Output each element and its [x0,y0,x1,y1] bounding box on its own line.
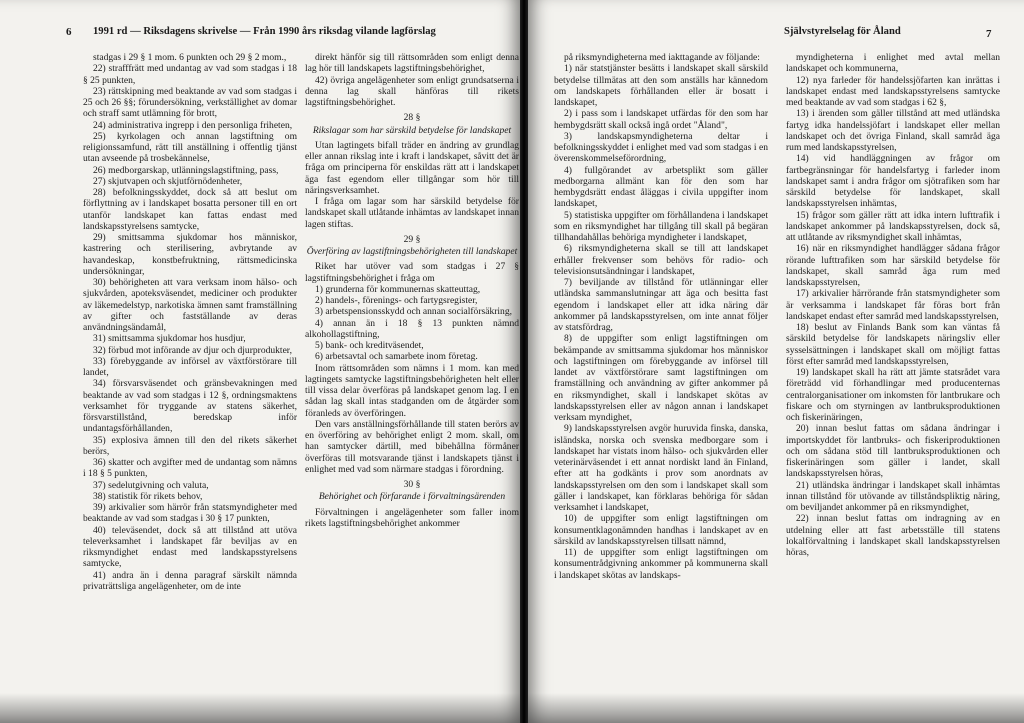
paragraph: 2) handels-, förenings- och fartygsregister, [315,295,478,306]
section-heading-29: 29 § [403,233,421,245]
paragraph: 40) televäsendet, dock så att tillstånd att utöva televerksamhet i landskapet får beviljas av en riksmyndighet endast med landskapsstyrelsens samtycke, [83,524,297,570]
paragraph: 12) nya farleder för handelssjöfarten kan inrättas i landskapet endast med landskapsstyrelsens samtycke med beaktande av vad som stadgas i 62 §, [786,74,1000,108]
right-column-1 [554,52,768,581]
paragraph: 4) annan än i 18 § 13 punkten nämnd alkohollagstiftning, [305,317,519,340]
paragraph: 35) explosiva ämnen till den del rikets säkerhet berörs, [83,434,297,457]
paragraph: 22) strafffrätt med undantag av vad som stadgas i 18 § 25 punkten, [83,63,297,86]
paragraph: 21) utländska ändringar i landskapet skall inhämtas innan tillstånd för utövande av tillståndspliktig näring, om beviljandet ankommer på en riksmyndighet, [786,479,1000,513]
paragraph: 19) landskapet skall ha rätt att jämte statsrådet vara företrädd vid förhandlingar med producenternas centralorganisationer om inkomsten för lantbrukare och fiskare och om styrningen av lantbruksproduktionen och fiskerinäringen, [786,367,1000,423]
paragraph: stadgas i 29 § 1 mom. 6 punkten och 29 § 2 mom., [93,52,287,63]
paragraph: 24) administrativa ingrepp i den personliga friheten, [93,119,293,131]
paragraph-list [305,52,519,108]
paragraph: 27) skjutvapen och skjutförnödenheter, [93,175,243,187]
paragraph: 29) smittsamma sjukdomar hos människor, kastrering och sterilisering, avbrytande av havandeskap, konstbefruktning, rättsmedicinska undersökningar, [83,232,297,277]
paragraph-list [786,52,1000,558]
paragraph: 22) innan beslut fattas om indragning av en utdelning eller att fast arbetsställe till statens lokalförvaltning i landskapet skall landskapsstyrelsen höras, [786,513,1000,558]
section-title-28: Rikslagar som har särskild betydelse för landskapet [312,124,512,136]
paragraph-list [305,507,519,530]
paragraph: 28) befolkningsskyddet, dock så att beslut om förflyttning av i landskapet bosatta personer till en ort utanför landskapet kan fattas endast med landskapsstyrelsens samtycke, [83,187,297,232]
paragraph: 16) när en riksmyndighet handlägger sådana frågor rörande lufttrafiken som har särskild betydelse för landskapet, skall samråd äga rum med landskapsstyrelsen, [786,243,1000,288]
paragraph: 23) rättskipning med beaktande av vad som stadgas i 25 och 26 §§; förundersökning, verkställighet av domar och straff samt utlämning för brott, [83,85,297,120]
section-heading-28: 28 § [403,112,421,124]
paragraph: 5) statistiska uppgifter om förhållandena i landskapet som en riksmyndighet har tillgång till skall på begäran tillhandahållas behöriga myndigheter i landskapet, [554,209,768,243]
section-title-29: Överföring av lagstiftningsbehörigheten till landskapet [306,246,518,257]
paragraph: Utan lagtingets bifall träder en ändring av grundlag eller annan rikslag inte i kraft i landskapet, såvitt det är fråga om principerna för enskildas rätt att i landskapet äga fast egendom eller tillgångar som hör till näringsverksamhet. [305,139,519,196]
paragraph: 6) riksmyndigheterna skall se till att landskapet erhåller frekvenser som behövs för radio- och televisionsutsändningar i landskapet, [554,243,768,277]
running-header-right: Självstyrelselag för Åland [784,26,901,37]
paragraph: 5) bank- och kreditväsendet, [315,340,424,351]
paragraph: 31) smittsamma sjukdomar hos husdjur, [93,333,246,345]
paragraph-list [554,52,768,581]
paragraph: 1) grunderna för kommunernas skatteuttag, [315,283,481,295]
paragraph: 1) när statstjänster besätts i landskapet skall särskild betydelse tillmätas att den som anställs har kännedom om landskapets förhållanden eller är bosatt i landskapet, [554,63,768,108]
paragraph: 38) statistik för rikets behov, [93,490,203,502]
paragraph: 42) övriga angelägenheter som enligt grundsatserna i denna lag skall hänföras till rikets lagstiftningsbehörighet. [305,74,519,108]
paragraph: 32) förbud mot införande av djur och djurprodukter, [93,344,292,356]
paragraph: myndigheterna i enlighet med avtal mellan landskapet och kommunerna, [786,52,1000,75]
paragraph: 18) beslut av Finlands Bank som kan väntas få särskild betydelse för landskapets näringsliv eller sysselsättningen i landskapet skall om möjligt fattas först efter samråd med landskapsstyrelsen, [786,322,1000,367]
section-heading-30: 30 § [403,479,421,490]
paragraph: 36) skatter och avgifter med de undantag som nämns i 18 § 5 punkten, [83,457,297,480]
paragraph-list [83,52,297,592]
paragraph-list [305,140,519,230]
running-header-left: 1991 rd — Riksdagens skrivelse — Från 1990 års riksdag vilande lagförslag [93,26,436,37]
page-shadow [0,693,520,723]
paragraph: Inom rättsområden som nämns i 1 mom. kan med lagtingets samtycke lagstiftningsbehörigheten helt eller till vissa delar överföras på landskapet genom lag. I en sådan lag skall intas stadganden om de åtgärder som föranleds av överföringen. [305,362,519,419]
left-column-1 [83,52,297,592]
right-page [528,0,1024,723]
paragraph: I fråga om lagar som har särskild betydelse för landskapet skall utlåtande inhämtas av landskapet innan lagen stiftas. [305,196,519,230]
paragraph: direkt hänför sig till rättsområden som enligt denna lag hör till landskapets lagstiftningsbehörighet, [305,52,519,75]
page-number-right: 7 [986,28,992,40]
page-shadow [528,693,1024,723]
left-column-2 [305,52,519,529]
paragraph: 7) beviljande av tillstånd för utlänningar eller utländska sammanslutningar att äga och besitta fast egendom i landskapet eller att idka näring där ankommer på landskapsstyrelsen, om inte annat följer av statsfördrag, [554,277,768,333]
paragraph: 34) försvarsväsendet och gränsbevakningen med beaktande av vad som stadgas i 12 §, ordningsmaktens verksamhet för tryggande av statens säkerhet, försvarstillstånd, beredskap inför undantagsförhållanden, [83,378,297,435]
paragraph: 8) de uppgifter som enligt lagstiftningen om bekämpande av smittsamma sjukdomar hos människor och lagstiftningen om förebyggande av införsel till landet av växtförstörare samt lagstiftningen om framställning och användning av gifter ankommer på en riksmyndighet, skall i landskapet skötas av landskapsstyrelsen eller av någon annan i landskapet verksam myndighet, [554,333,768,423]
paragraph: 17) arkivalier härrörande från statsmyndigheter som är verksamma i landskapet får föras bort från landskapet endast efter samråd med landskapsstyrelsen, [786,288,1000,322]
page-number-left: 6 [66,26,72,38]
paragraph: 37) sedelutgivning och valuta, [93,479,209,491]
paragraph: 15) frågor som gäller rätt att idka intern lufttrafik i landskapet ankommer på landskapsstyrelsen, dock så, att utlåtande av riksmyndighet skall inhämtas, [786,209,1000,243]
paragraph: 6) arbetsavtal och samarbete inom företag. [315,351,478,363]
paragraph: 33) förebyggande av införsel av växtförstörare till landet, [83,355,297,378]
paragraph: 2) i pass som i landskapet utfärdas för den som har hembygdsrätt skall också ingå ordet "Åland", [554,108,768,131]
section-title-30: Behörighet och förfarande i förvaltningsärenden [318,491,506,503]
paragraph: 10) de uppgifter som enligt lagstiftningen om konsumentklagonämnden handhas i landskapet av en särskild av landskapsstyrelsen tillsatt nämnd, [554,513,768,547]
paragraph: 13) i ärenden som gäller tillstånd att med utländska fartyg idka handelssjöfart i landskapet eller mellan landskapet och det övriga Finland, skall samråd äga rum med landskapsstyrelsen, [786,108,1000,153]
paragraph: Förvaltningen i angelägenheter som faller inom rikets lagstiftningsbehörighet ankommer [305,506,519,529]
paragraph: 11) de uppgifter som enligt lagstiftningen om konsumentrådgivning ankommer på kommunerna skall i landskapet skötas av landskaps- [554,547,768,581]
paragraph: 9) landskapsstyrelsen avgör huruvida finska, danska, isländska, norska och svenska medborgare som i landskapet har vistats inom hälso- och sjukvården eller veterinärväsendet i ett annat nordiskt land än Finland, efter att ha godkänts i prov som anordnats av landskapsstyrelsen om den som i landskapet skall som gäller i landskapet, kan förklaras behöriga för sådan verksamhet i landskapet, [554,423,768,513]
book-gutter [520,0,528,723]
paragraph: Den vars anställningsförhållande till staten berörs av en överföring av behörighet enligt 2 mom. skall, om han samtycker därtill, med bibehållna förmåner överföras till motsvarande tjänst i landskapets tjänst i enlighet med vad som närmare stadgas i förordning. [305,418,519,475]
paragraph: 25) kyrkolagen och annan lagstiftning om religionssamfund, rätt till anställning i offentlig tjänst utan avseende på trosbekännelse, [83,130,297,165]
paragraph-list [305,261,519,475]
paragraph: på riksmyndigheterna med iakttagande av följande: [564,52,760,63]
paragraph: 41) andra än i denna paragraf särskilt nämnda privaträttsliga angelägenheter, om de inte [83,569,297,592]
paragraph: 30) behörigheten att vara verksam inom hälso- och sjukvården, apoteksväsendet, mediciner och produkter av läkemedelstyp, narkotiska ämnen samt framställning av gifter och fastställande av deras användningsändamål, [83,277,297,333]
paragraph: 3) arbetspensionsskydd och annan socialförsäkring, [315,306,512,318]
right-column-2 [786,52,1000,558]
paragraph: Riket har utöver vad som stadgas i 27 § lagstiftningsbehörighet i fråga om [305,261,519,284]
paragraph: 20) innan beslut fattas om sådana ändringar i importskyddet för lantbruks- och fiskeriproduktionen och om sådana stöd till lantbruksproduktionen och fiskerinäringen som gäller i landet, skall landskapsstyrelsen höras, [786,423,1000,480]
paragraph: 26) medborgarskap, utlänningslagstiftning, pass, [93,164,279,176]
paragraph: 39) arkivalier som härrör från statsmyndigheter med beaktande av vad som stadgas i 30 § 17 punkten, [83,502,297,525]
paragraph: 4) fullgörandet av arbetsplikt som gäller medborgarna allmänt kan för den som har hembygdsrätt endast åläggas i civila uppgifter inom landskapet, [554,164,768,210]
paragraph: 3) landskapsmyndigheterna deltar i befolkningsskyddet i enlighet med vad som stadgas i en överenskommelseförordning, [554,130,768,165]
paragraph: 14) vid handläggningen av frågor om fartbegränsningar för handelsfartyg i farleder inom landskapet samt i andra frågor om sjötrafiken som har särskild betydelse för landskapet, skall landskapsstyrelsen inhämtas, [786,153,1000,210]
